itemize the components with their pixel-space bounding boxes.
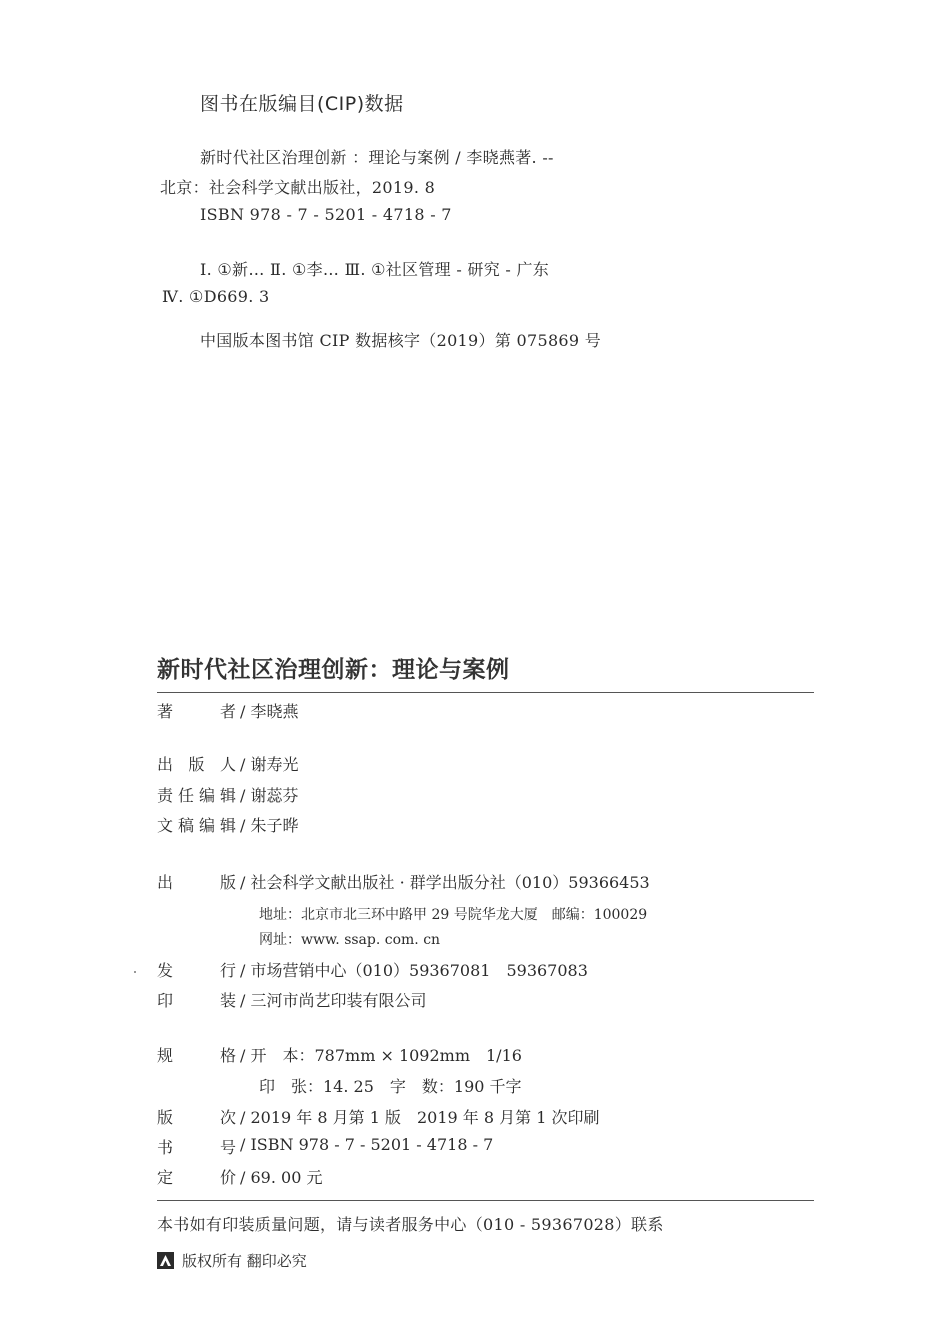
credit-label: 书号 (157, 1138, 236, 1157)
credit-printing (157, 988, 426, 1011)
credit-value: / 开 本：787mm × 1092mm 1/16 (240, 1046, 522, 1065)
credit-value: / 69. 00 元 (240, 1168, 323, 1187)
cip-isbn-line: ISBN 978 - 7 - 5201 - 4718 - 7 (200, 205, 452, 224)
credit-label: 规格 (157, 1046, 236, 1065)
stray-mark (134, 971, 136, 973)
bottom-rule (157, 1200, 814, 1201)
credit-value: / ISBN 978 - 7 - 5201 - 4718 - 7 (240, 1135, 494, 1154)
cip-record-number: 中国版本图书馆 CIP 数据核字（2019）第 075869 号 (200, 331, 602, 350)
credit-label: 文稿编辑 (157, 816, 236, 835)
credit-value: / 李晓燕 (240, 702, 299, 721)
credit-value: / 朱子晔 (240, 816, 299, 835)
credit-responsible-editor (157, 783, 298, 806)
credit-publisher (157, 870, 650, 893)
cip-publisher-line: 北京：社会科学文献出版社，2019. 8 (160, 178, 436, 197)
cip-heading: 图书在版编目(CIP)数据 (200, 93, 404, 115)
credit-isbn (157, 1135, 493, 1158)
cip-title-line: 新时代社区治理创新 ：理论与案例 / 李晓燕著. -- (200, 148, 554, 167)
copyright-notice (157, 1250, 307, 1271)
credit-label: 印装 (157, 991, 236, 1010)
publisher-address: 地址：北京市北三环中路甲 29 号院华龙大厦 邮编：100029 (259, 907, 648, 923)
cip-subject-line: Ⅰ. ①新… Ⅱ. ①李… Ⅲ. ①社区管理 - 研究 - 广东 (200, 260, 550, 279)
credit-label: 出版人 (157, 755, 236, 774)
credit-edition (157, 1105, 600, 1128)
print-sheets-and-words: 印 张：14. 25 字 数：190 千字 (259, 1077, 522, 1096)
credit-value: / 谢寿光 (240, 755, 299, 774)
credit-author (157, 699, 298, 722)
publisher-website: 网址：www. ssap. com. cn (259, 932, 441, 948)
credit-label: 责任编辑 (157, 786, 236, 805)
credit-value: / 谢蕊芬 (240, 786, 299, 805)
credit-label: 出版 (157, 873, 236, 892)
credit-distribution (157, 958, 588, 981)
credit-value: / 市场营销中心（010）59367081 59367083 (240, 961, 588, 980)
credit-value: / 社会科学文献出版社 · 群学出版分社（010）59366453 (240, 873, 650, 892)
title-rule (157, 692, 814, 693)
quality-notice: 本书如有印装质量问题，请与读者服务中心（010 - 59367028）联系 (157, 1215, 664, 1234)
credit-publisher-person (157, 752, 298, 775)
credit-label: 发行 (157, 961, 236, 980)
credit-label: 著者 (157, 702, 236, 721)
publisher-logo-icon (157, 1252, 174, 1269)
credit-price (157, 1165, 322, 1188)
credit-label: 定价 (157, 1168, 236, 1187)
copyright-text: 版权所有 翻印必究 (182, 1252, 307, 1270)
credit-label: 版次 (157, 1108, 236, 1127)
credit-format (157, 1043, 522, 1066)
credit-value: / 2019 年 8 月第 1 版 2019 年 8 月第 1 次印刷 (240, 1108, 600, 1127)
book-title: 新时代社区治理创新：理论与案例 (157, 657, 510, 683)
credit-value: / 三河市尚艺印装有限公司 (240, 991, 427, 1010)
credit-manuscript-editor (157, 813, 298, 836)
cip-classification-line: Ⅳ. ①D669. 3 (162, 287, 270, 306)
